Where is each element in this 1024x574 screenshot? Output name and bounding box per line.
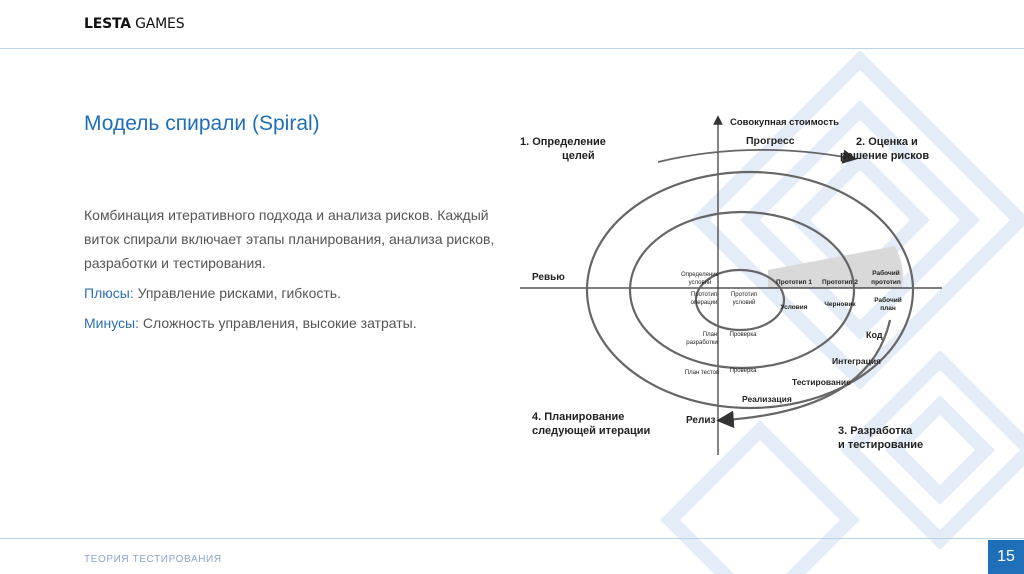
working-proto-line-2: прототип: [871, 279, 901, 286]
description: Комбинация итеративного подхода и анализа рисков. Каждый виток спирали включает этапы планирования, анализа рисков, разработки и тестирования.: [84, 207, 495, 271]
dev-plan-line-2: разработки: [686, 340, 718, 346]
proto-conditions-line-1: Прототип: [730, 292, 758, 298]
cons-text: Сложность управления, высокие затраты.: [139, 315, 417, 331]
conditions-def-line-1: Определение: [681, 272, 719, 278]
brand-bold: LESTA: [84, 16, 131, 32]
pros: [84, 281, 504, 305]
header-divider: [0, 48, 1024, 49]
integration-label: Интеграция: [832, 356, 882, 366]
conditions-def-line-2: условий: [688, 280, 712, 286]
footer-divider: [0, 538, 1024, 539]
y-axis-label: Совокупная стоимость: [730, 117, 839, 128]
quadrant-3-line-2: и тестирование: [838, 439, 924, 451]
spiral-ring-middle: [630, 212, 854, 368]
quadrant-4-line-2: следующей итерации: [532, 425, 651, 437]
draft-label: Черновик: [824, 301, 856, 308]
brand-light: GAMES: [135, 16, 185, 32]
implementation-label: Реализация: [742, 394, 792, 404]
quadrant-2-line-2: решение рисков: [840, 150, 930, 162]
work-plan-line-1: Рабочий: [874, 297, 902, 304]
progress-label: Прогресс: [746, 135, 795, 147]
cons: [84, 311, 504, 335]
work-plan-line-2: план: [880, 305, 896, 312]
proto-2-label: Прототип 2: [822, 279, 858, 286]
proto-conditions-line-2: условий: [732, 300, 756, 306]
quadrant-3-line-1: 3. Разработка: [838, 425, 913, 437]
progress-arc: [658, 150, 850, 162]
proto-1-label: Прототип 1: [776, 279, 812, 286]
proto-ops-line-2: операции: [690, 300, 718, 306]
working-proto-line-1: Рабочий: [872, 270, 900, 277]
quadrant-4-line-1: 4. Планирование: [532, 411, 625, 423]
proto-ops-line-1: Прототип: [690, 292, 718, 298]
check-2-label: Проверка: [729, 368, 757, 374]
quadrant-1-line-2: целей: [562, 150, 595, 162]
test-plan-label: План тестов: [684, 370, 720, 376]
testing-label: Тестирование: [792, 377, 851, 387]
cons-label: Минусы:: [84, 315, 140, 331]
code-label: Код: [866, 330, 883, 340]
slide-body: [84, 203, 504, 341]
conditions-label: Условия: [780, 304, 808, 311]
page-number: 15: [988, 540, 1024, 574]
dev-plan-line-1: План: [702, 332, 718, 338]
review-label: Ревью: [532, 272, 565, 283]
footer-section: ТЕОРИЯ ТЕСТИРОВАНИЯ: [84, 554, 222, 565]
spiral-diagram: [510, 110, 950, 460]
check-1-label: Проверка: [729, 332, 757, 338]
quadrant-2-line-1: 2. Оценка и: [856, 136, 918, 148]
release-label: Релиз: [686, 415, 716, 426]
pros-text: Управление рисками, гибкость.: [133, 285, 341, 301]
quadrant-1-line-1: 1. Определение: [520, 136, 606, 148]
slide-title: Модель спирали (Spiral): [84, 112, 320, 135]
pros-label: Плюсы:: [84, 285, 134, 301]
brand-logo: [84, 16, 184, 32]
